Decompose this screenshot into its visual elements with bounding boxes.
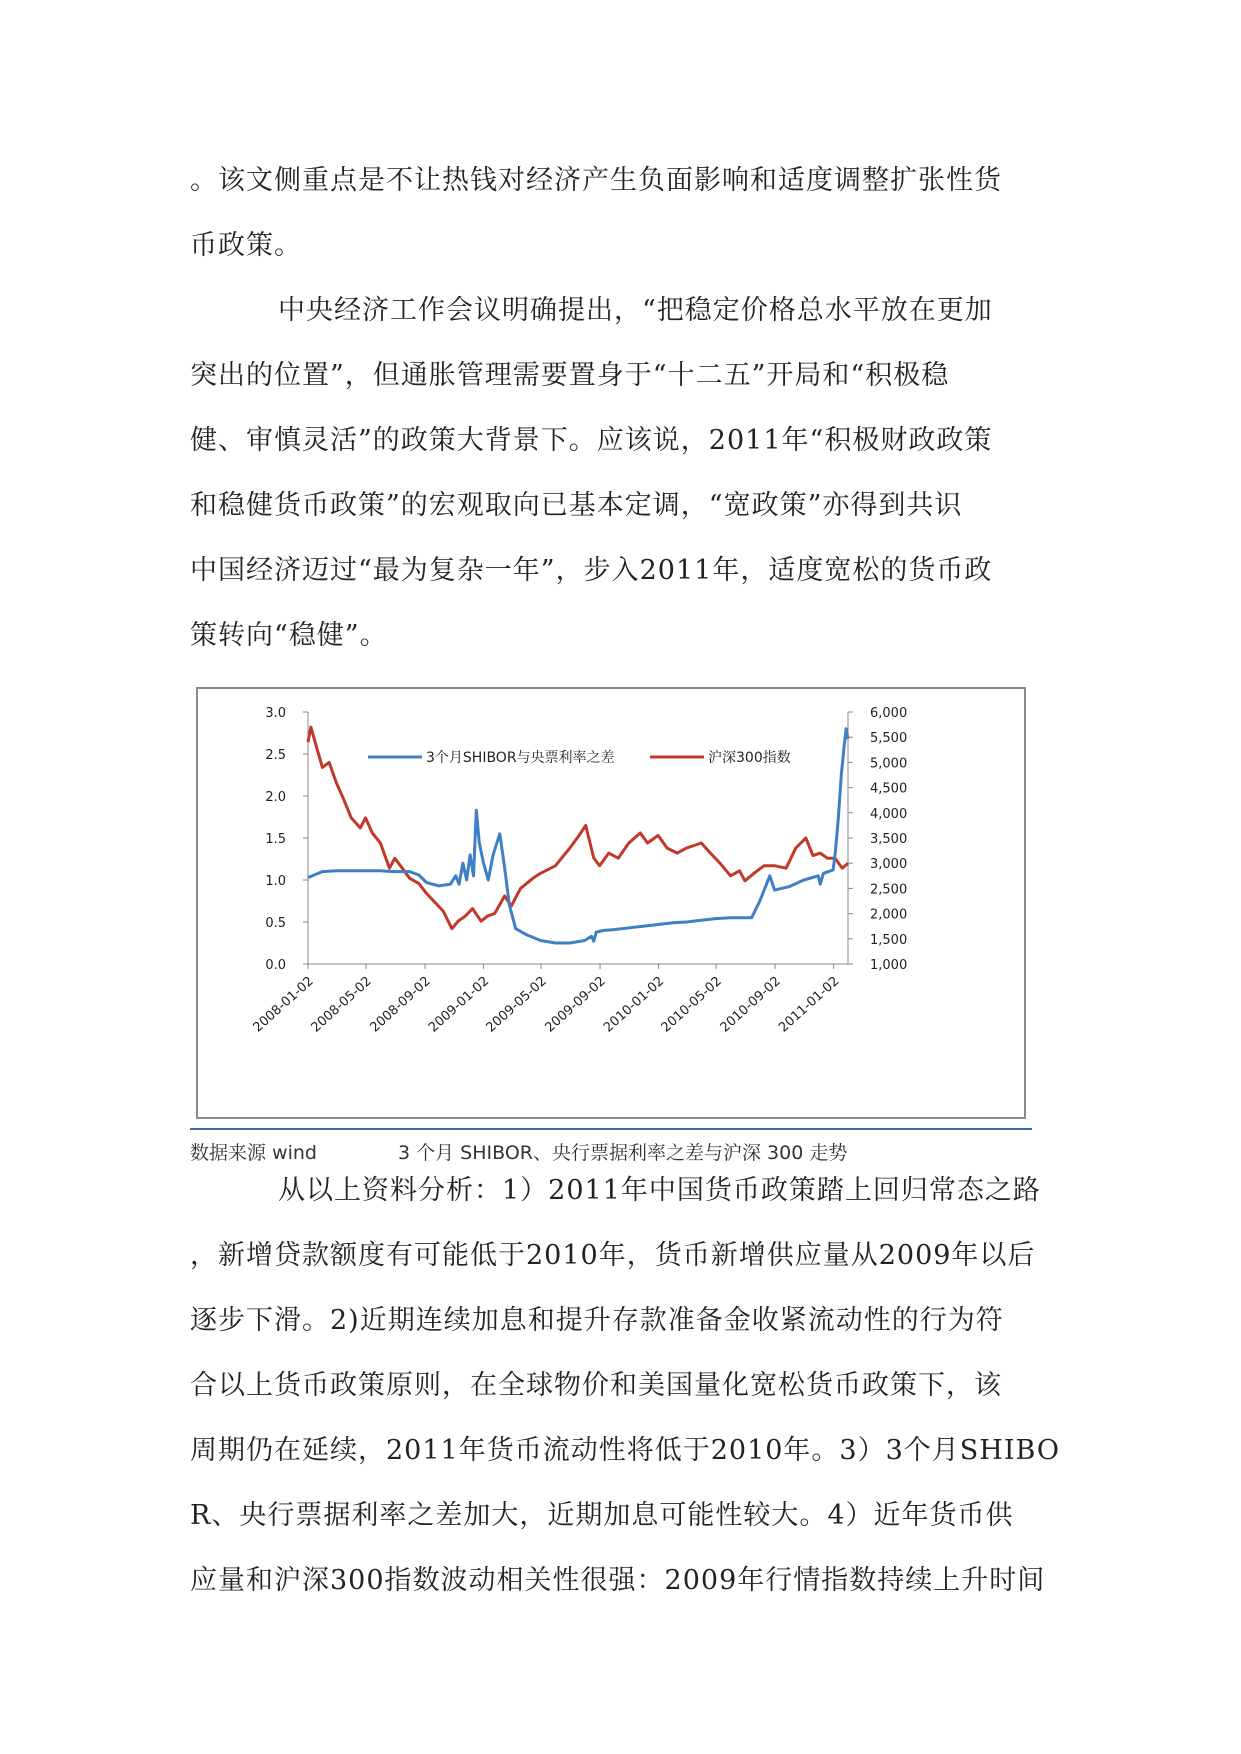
y-left-tick-label: 2.0	[265, 790, 286, 805]
x-tick-label: 2008-05-02	[308, 973, 375, 1036]
legend-label-shibor: 3个月SHIBOR与央票利率之差	[426, 750, 615, 766]
y-right-tick-label: 2,000	[870, 907, 908, 923]
y-right-tick-label: 3,000	[870, 857, 908, 873]
text-line: 和稳健货币政策”的宏观取向已基本定调，“宽政策”亦得到共识	[190, 490, 963, 521]
line-chart	[198, 689, 1024, 1117]
y-right-tick-label: 5,500	[870, 731, 908, 747]
text-line: 中央经济工作会议明确提出，“把稳定价格总水平放在更加	[278, 295, 993, 326]
caption-source: 数据来源 wind	[190, 1142, 317, 1164]
x-tick-label: 2010-01-02	[601, 973, 668, 1036]
y-left-tick-label: 1.5	[265, 832, 286, 847]
text-line: 周期仍在延续，2011年货币流动性将低于2010年。3）3个月SHIBO	[190, 1435, 1060, 1466]
x-tick-label: 2009-09-02	[542, 973, 609, 1036]
y-right-tick-label: 4,000	[870, 806, 908, 822]
chart-figure	[196, 687, 1026, 1119]
text-line: 健、审慎灵活”的政策大背景下。应该说，2011年“积极财政政策	[190, 425, 993, 456]
x-tick-label: 2008-09-02	[367, 973, 434, 1036]
y-right-tick-label: 5,000	[870, 756, 908, 772]
x-tick-label: 2011-01-02	[776, 973, 843, 1036]
y-right-tick-label: 6,000	[870, 706, 908, 721]
x-tick-label: 2008-01-02	[250, 973, 317, 1036]
y-right-tick-label: 4,500	[870, 781, 908, 797]
y-right-tick-label: 1,500	[870, 932, 908, 948]
text-line: R、央行票据利率之差加大，近期加息可能性较大。4）近年货币供	[190, 1500, 1014, 1531]
text-line: ，新增贷款额度有可能低于2010年，货币新增供应量从2009年以后	[190, 1240, 1036, 1271]
x-tick-label: 2010-05-02	[658, 973, 725, 1036]
text-line: 。该文侧重点是不让热钱对经济产生负面影响和适度调整扩张性货	[190, 165, 1002, 196]
caption-title: 3 个月 SHIBOR、央行票据利率之差与沪深 300 走势	[398, 1142, 848, 1164]
x-tick-label: 2009-05-02	[483, 973, 550, 1036]
paragraph-2	[190, 278, 1050, 668]
text-line: 逐步下滑。2)近期连续加息和提升存款准备金收紧流动性的行为符	[190, 1305, 1004, 1336]
text-line: 突出的位置”，但通胀管理需要置身于“十二五”开局和“积极稳	[190, 360, 950, 391]
text-line: 策转向“稳健”。	[190, 620, 388, 651]
y-right-tick-label: 3,500	[870, 832, 908, 847]
text-line: 应量和沪深300指数波动相关性很强：2009年行情指数持续上升时间	[190, 1565, 1046, 1596]
y-right-tick-label: 2,500	[870, 882, 908, 898]
x-tick-label: 2010-09-02	[717, 973, 784, 1036]
text-line: 从以上资料分析：1）2011年中国货币政策踏上回归常态之路	[278, 1175, 1041, 1206]
text-line: 币政策。	[190, 230, 302, 261]
y-left-tick-label: 1.0	[265, 874, 286, 889]
text-line: 合以上货币政策原则，在全球物价和美国量化宽松货币政策下，该	[190, 1370, 1002, 1401]
text-line: 中国经济迈过“最为复杂一年”，步入2011年，适度宽松的货币政	[190, 555, 993, 586]
caption-rule	[190, 1128, 1032, 1130]
legend-label-hs300: 沪深300指数	[708, 750, 791, 766]
y-left-tick-label: 3.0	[265, 706, 286, 721]
paragraph-3	[190, 1158, 1090, 1613]
y-right-tick-label: 1,000	[870, 958, 908, 973]
chart-legend	[368, 749, 791, 766]
y-left-tick-label: 0.5	[265, 916, 286, 931]
x-tick-label: 2009-01-02	[426, 973, 493, 1036]
paragraph-1	[190, 148, 1050, 278]
y-left-tick-label: 0.0	[265, 958, 286, 973]
y-left-tick-label: 2.5	[265, 748, 286, 763]
